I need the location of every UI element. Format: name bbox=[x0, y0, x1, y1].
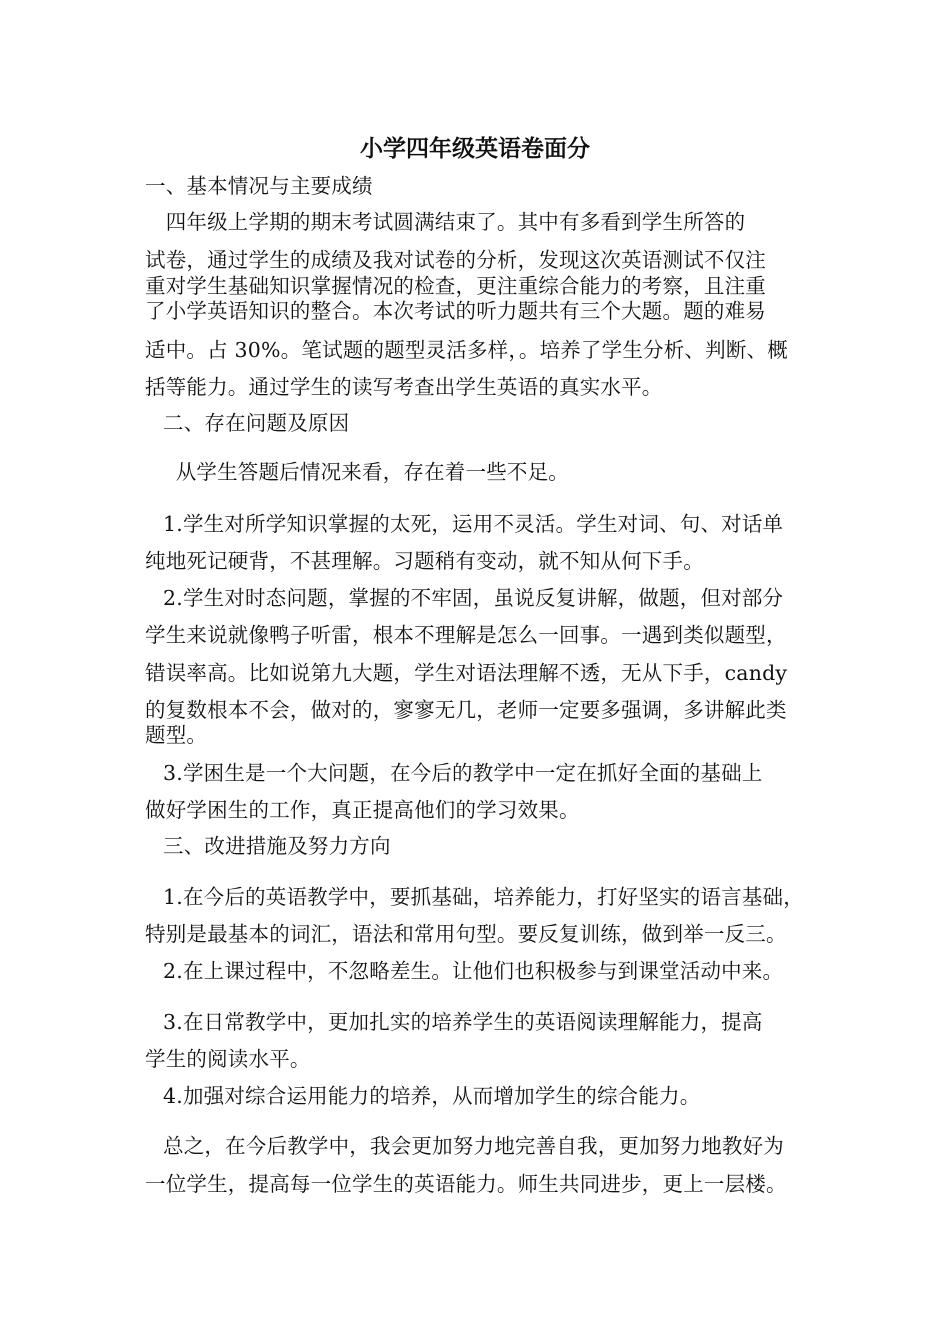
paragraph-line: 适中。占 30%。笔试题的题型灵活多样，。培养了学生分析、判断、概 bbox=[145, 338, 788, 362]
paragraph-line: 学生来说就像鸭子听雷，根本不理解是怎么一回事。一遇到类似题型， bbox=[145, 623, 787, 647]
paragraph-line: 特别是最基本的词汇，语法和常用句型。要反复训练，做到举一反三。 bbox=[145, 922, 787, 946]
paragraph-line: 纯地死记硬背，不甚理解。习题稍有变动，就不知从何下手。 bbox=[145, 549, 704, 573]
list-item-line: 1.在今后的英语教学中，要抓基础，培养能力，打好坚实的语言基础， bbox=[163, 885, 804, 909]
list-item-line: 1.学生对所学知识掌握的太死，运用不灵活。学生对词、句、对话单 bbox=[163, 512, 784, 536]
section-heading-3: 三、改进措施及努力方向 bbox=[163, 834, 391, 858]
paragraph-line: 括等能力。通过学生的读写考查出学生英语的真实水平。 bbox=[145, 375, 663, 399]
list-item-line: 2.在上课过程中，不忽略差生。让他们也积极参与到课堂活动中来。 bbox=[163, 959, 784, 983]
section-heading-1: 一、基本情况与主要成绩 bbox=[145, 174, 373, 198]
section-heading-2: 二、存在问题及原因 bbox=[163, 411, 350, 435]
list-item-line: 2.学生对时态问题，掌握的不牢固，虽说反复讲解，做题，但对部分 bbox=[163, 586, 784, 610]
list-item-line: 4.加强对综合运用能力的培养，从而增加学生的综合能力。 bbox=[163, 1084, 701, 1108]
paragraph-line: 重对学生基础知识掌握情况的检查，更注重综合能力的考察，且注重 bbox=[145, 274, 766, 298]
paragraph-line: 了小学英语知识的整合。本次考试的听力题共有三个大题。题的难易 bbox=[145, 299, 766, 323]
document-title: 小学四年级英语卷面分 bbox=[360, 136, 590, 162]
conclusion-line: 一位学生，提高每一位学生的英语能力。师生共同进步，更上一层楼。 bbox=[145, 1172, 787, 1196]
paragraph-line: 四年级上学期的期末考试圆满结束了。其中有多看到学生所答的 bbox=[145, 210, 746, 234]
list-item-line: 3.学困生是一个大问题，在今后的教学中一定在抓好全面的基础上 bbox=[163, 761, 763, 785]
paragraph-line: 题型。 bbox=[145, 723, 208, 747]
paragraph-line: 做好学困生的工作，真正提高他们的学习效果。 bbox=[145, 798, 580, 822]
paragraph-line: 错误率高。比如说第九大题，学生对语法理解不透，无从下手，candy bbox=[145, 661, 788, 685]
conclusion-line: 总之，在今后教学中，我会更加努力地完善自我，更加努力地教好为 bbox=[163, 1134, 784, 1158]
paragraph-line: 从学生答题后情况来看，存在着一些不足。 bbox=[155, 460, 569, 484]
paragraph-line: 的复数根本不会，做对的，寥寥无几，老师一定要多强调，多讲解此类 bbox=[145, 698, 787, 722]
paragraph-line: 试卷，通过学生的成绩及我对试卷的分析，发现这次英语测试不仅注 bbox=[145, 248, 766, 272]
paragraph-line: 学生的阅读水平。 bbox=[145, 1047, 311, 1071]
list-item-line: 3.在日常教学中，更加扎实的培养学生的英语阅读理解能力，提高 bbox=[163, 1010, 763, 1034]
